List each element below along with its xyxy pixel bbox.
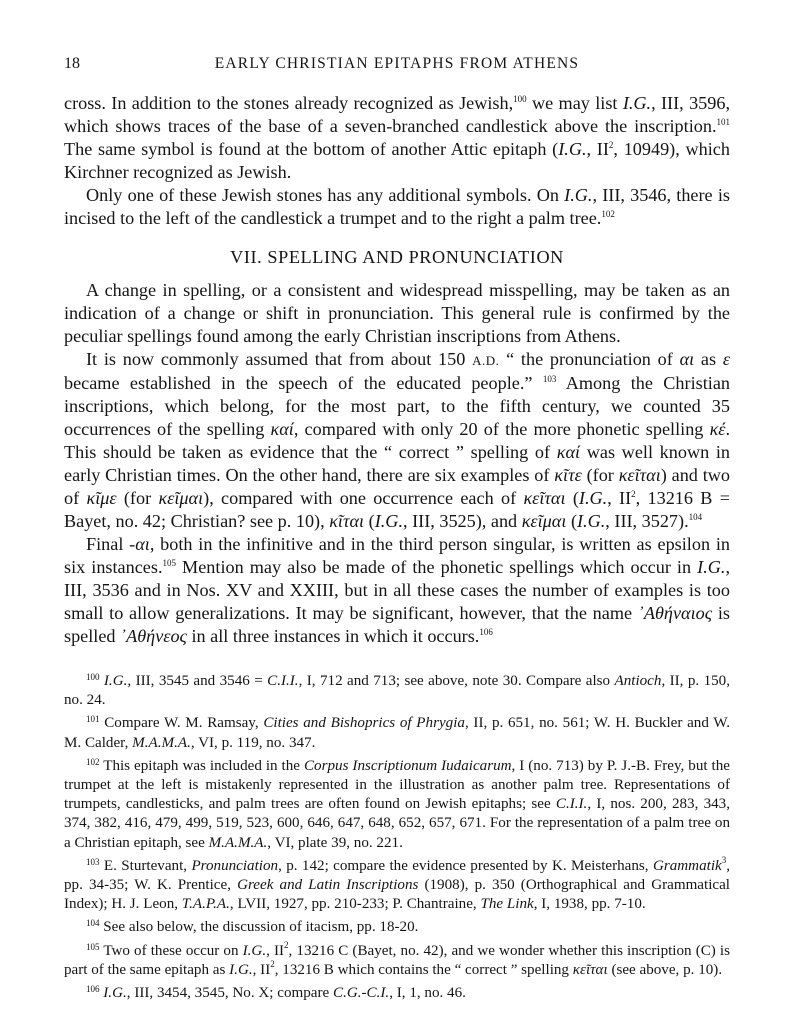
italic-text: M.A.M.A. bbox=[208, 834, 268, 851]
superscript: 100 bbox=[513, 94, 527, 104]
text-run: , compared with only 20 of the more phonetic spelling bbox=[293, 419, 710, 439]
text-run: VII. SPELLING AND PRONUNCIATION bbox=[230, 247, 564, 267]
page-header bbox=[64, 55, 730, 77]
text-run: . This should be taken as evidence that the “ correct ” spelling of bbox=[64, 419, 731, 462]
text-run: , III, 3546, there is incised to the left of the candlestick a trumpet and to the right a palm tree. bbox=[64, 185, 730, 228]
footnote bbox=[64, 668, 730, 710]
text-run: (for bbox=[116, 488, 159, 508]
text-run: is spelled bbox=[64, 603, 730, 646]
paragraph bbox=[64, 533, 730, 648]
footnote-number: 105 bbox=[86, 941, 100, 952]
text-run: , VI, plate 39, no. 221. bbox=[267, 834, 403, 851]
italic-text: M.A.M.A. bbox=[132, 734, 191, 751]
text-run: became established in the speech of the educated people.” bbox=[64, 373, 543, 393]
italic-text: κεῖται bbox=[618, 465, 661, 485]
text-run: , p. 142; compare the evidence presented by K. Meisterhans, bbox=[278, 857, 653, 874]
text-run: Final - bbox=[86, 534, 136, 554]
superscript: 2 bbox=[608, 140, 614, 150]
text-run: , II, p. 150, no. 24. bbox=[64, 673, 730, 709]
running-title: EARLY CHRISTIAN EPITAPHS FROM ATHENS bbox=[214, 55, 580, 72]
italic-text: κεῖμαι bbox=[158, 488, 204, 508]
text-run: This epitaph was included in the bbox=[103, 757, 304, 774]
text-run: “ the pronunciation of bbox=[499, 349, 680, 369]
text-run: (for bbox=[581, 465, 619, 485]
text-run: , III, 3454, 3545, No. X; compare bbox=[126, 985, 334, 1002]
italic-text: C.G.-C.I. bbox=[333, 985, 390, 1002]
italic-text: ᾿Αθήνεος bbox=[120, 626, 187, 646]
text-run: cross. In addition to the stones already recognized as Jewish, bbox=[64, 93, 514, 113]
italic-text: κέ bbox=[709, 419, 726, 439]
superscript: 102 bbox=[601, 209, 615, 219]
text-run: , I, 712 and 713; see above, note 30. Compare also bbox=[298, 673, 615, 689]
superscript: 3 bbox=[721, 854, 727, 865]
italic-text: καί bbox=[270, 419, 294, 439]
italic-text: Pronunciation bbox=[191, 857, 279, 874]
paragraph bbox=[64, 184, 730, 230]
text-run: , VI, p. 119, no. 347. bbox=[190, 734, 316, 751]
italic-text: ᾿Αθήναιος bbox=[637, 603, 713, 623]
italic-text: I.G. bbox=[577, 511, 606, 531]
italic-text: Antioch bbox=[614, 673, 662, 689]
text-run: , I, nos. 200, 283, 343, 374, 382, 416, 479, 499, 519, 523, 600, 646, 647, 648, 652, 657, 671. For the representation of a palm tree on a Christian epitaph, see bbox=[64, 796, 730, 851]
text-run: , I, 1, no. 46. bbox=[389, 985, 466, 1002]
footnote-number: 101 bbox=[86, 714, 100, 725]
italic-text: I.G. bbox=[229, 961, 253, 978]
text-run: See also below, the discussion of itacism, pp. 18-20. bbox=[103, 919, 419, 936]
text-run: , III, 3527). bbox=[605, 511, 689, 531]
text-run: Compare W. M. Ramsay, bbox=[104, 715, 264, 732]
italic-text: κῖται bbox=[329, 511, 365, 531]
italic-text: ε bbox=[722, 349, 730, 369]
italic-text: I.G. bbox=[622, 93, 652, 113]
italic-text: I.G. bbox=[242, 942, 267, 959]
italic-text: κῖτε bbox=[554, 465, 582, 485]
text-run: , both in the infinitive and in the third person singular, is written as epsilon in six instances. bbox=[64, 534, 730, 577]
italic-text: C.I.I. bbox=[267, 673, 299, 689]
italic-text: Grammatik bbox=[652, 857, 722, 874]
paragraph bbox=[64, 92, 730, 184]
text-run: , II bbox=[266, 942, 285, 959]
text-run: was well known in early Christian times. On the other hand, there are six examples of bbox=[64, 442, 730, 485]
text-run: ( bbox=[565, 488, 579, 508]
text-run: It is now commonly assumed that from about 150 bbox=[86, 349, 473, 369]
italic-text: Cities and Bishoprics of Phrygia bbox=[263, 715, 465, 732]
text-run: we may list bbox=[526, 93, 623, 113]
footnote bbox=[64, 980, 730, 1003]
text-run: , 13216 B = Bayet, no. 42; Christian? see p. 10), bbox=[64, 488, 731, 531]
page bbox=[64, 55, 730, 1003]
footnote bbox=[64, 914, 730, 937]
text-run: , III, 3545 and 3546 = bbox=[127, 673, 268, 689]
text-run: , III, 3536 and in Nos. XV and XXIII, but in all these cases the number of examples is too small to allow generalizations. It may be significant, however, that the name bbox=[64, 557, 730, 623]
text-run: , I, 1938, pp. 7-10. bbox=[533, 896, 646, 913]
superscript: 106 bbox=[479, 627, 493, 637]
italic-text: I.G. bbox=[564, 185, 593, 205]
text-run: ), compared with one occurrence each of bbox=[203, 488, 524, 508]
text-run: , LVII, 1927, pp. 210-233; P. Chantraine, bbox=[229, 896, 481, 913]
italic-text: αι bbox=[135, 534, 150, 554]
text-run: (1908), p. 350 (Orthographical and Grammatical Index); H. J. Leon, bbox=[64, 877, 730, 913]
footnote-number: 103 bbox=[86, 856, 100, 867]
text-run: , 13216 B which contains the “ correct ” spelling bbox=[274, 961, 573, 978]
footnote bbox=[64, 938, 730, 980]
footnote-number: 106 bbox=[86, 984, 100, 995]
text-run: ( bbox=[364, 511, 375, 531]
small-caps-text: A.D. bbox=[472, 353, 500, 368]
italic-text: Greek and Latin Inscriptions bbox=[237, 877, 419, 894]
section-heading bbox=[64, 246, 730, 269]
italic-text: κεῖμαι bbox=[521, 511, 567, 531]
italic-text: I.G. bbox=[697, 557, 726, 577]
text-run: , II bbox=[252, 961, 271, 978]
text-run: , II bbox=[586, 139, 609, 159]
superscript: 103 bbox=[542, 374, 557, 384]
italic-text: κεῖται bbox=[572, 961, 608, 978]
italic-text: T.A.P.A. bbox=[181, 896, 230, 913]
text-run: , III, 3525), and bbox=[403, 511, 522, 531]
superscript: 2 bbox=[270, 958, 275, 969]
italic-text: κεῖται bbox=[523, 488, 566, 508]
text-run: , 13216 C (Bayet, no. 42), and we wonder whether this inscription (C) is part of the same epitaph as bbox=[64, 942, 730, 978]
italic-text: Corpus Inscriptionum Iudaicarum bbox=[303, 757, 512, 774]
text-run: Only one of these Jewish stones has any additional symbols. On bbox=[86, 185, 565, 205]
italic-text: The Link bbox=[480, 896, 534, 913]
italic-text: I.G. bbox=[103, 673, 128, 689]
italic-text: καί bbox=[556, 442, 581, 462]
text-run: , II, p. 651, no. 561; W. H. Buckler and W. M. Calder, bbox=[64, 715, 730, 751]
text-run: , I (no. 713) by P. J.-B. Frey, but the trumpet at the left is mistakenly represented in the illustration as another palm tree. Representations of trumpets, candlesticks, and palm trees are often found on Jewish epitaphs; see bbox=[64, 757, 730, 813]
footnotes bbox=[64, 668, 730, 1003]
italic-text: I.G. bbox=[558, 139, 587, 159]
footnote bbox=[64, 753, 730, 853]
italic-text: I.G. bbox=[103, 985, 127, 1002]
main-text bbox=[64, 92, 730, 648]
italic-text: I.G. bbox=[374, 511, 403, 531]
footnote bbox=[64, 853, 730, 915]
italic-text: κῖμε bbox=[86, 488, 117, 508]
page-number: 18 bbox=[64, 55, 80, 72]
text-run: ( bbox=[566, 511, 577, 531]
superscript: 2 bbox=[631, 489, 636, 499]
superscript: 101 bbox=[716, 117, 730, 127]
text-run: , pp. 34-35; W. K. Prentice, bbox=[64, 857, 730, 894]
text-run: A change in spelling, or a consistent and widespread misspelling, may be taken as an indication of a change or shift in pronunciation. This general rule is confirmed by the peculiar spellings found among the early Christian inscriptions from Athens. bbox=[64, 280, 730, 346]
text-run: The same symbol is found at the bottom of another Attic epitaph ( bbox=[64, 139, 559, 159]
text-run: Among the Christian inscriptions, which belong, for the most part, to the fifth century, we counted 35 occurrences of the spelling bbox=[64, 373, 730, 439]
superscript: 105 bbox=[162, 558, 176, 568]
italic-text: C.I.I. bbox=[555, 796, 588, 813]
paragraph bbox=[64, 348, 730, 533]
superscript: 2 bbox=[284, 939, 289, 950]
text-run: , 10949), which Kirchner recognized as Jewish. bbox=[64, 139, 730, 182]
text-run: ) and two of bbox=[64, 465, 731, 508]
text-run: (see above, p. 10). bbox=[607, 961, 723, 978]
footnote-number: 102 bbox=[86, 756, 100, 767]
italic-text: I.G. bbox=[578, 488, 608, 508]
italic-text: αι bbox=[679, 349, 695, 369]
text-run: in all three instances in which it occurs. bbox=[186, 626, 480, 646]
footnote-number: 104 bbox=[86, 918, 100, 929]
superscript: 104 bbox=[688, 512, 703, 522]
footnote-number: 100 bbox=[86, 672, 100, 682]
text-run: as bbox=[694, 349, 723, 369]
text-run: Mention may also be made of the phonetic spellings which occur in bbox=[176, 557, 698, 577]
text-run: , III, 3596, which shows traces of the base of a seven-branched candlestick above the inscription. bbox=[64, 93, 730, 136]
paragraph bbox=[64, 279, 730, 348]
footnote bbox=[64, 710, 730, 752]
text-run: E. Sturtevant, bbox=[103, 857, 192, 874]
text-run: , II bbox=[607, 488, 632, 508]
text-run: Two of these occur on bbox=[103, 942, 243, 959]
